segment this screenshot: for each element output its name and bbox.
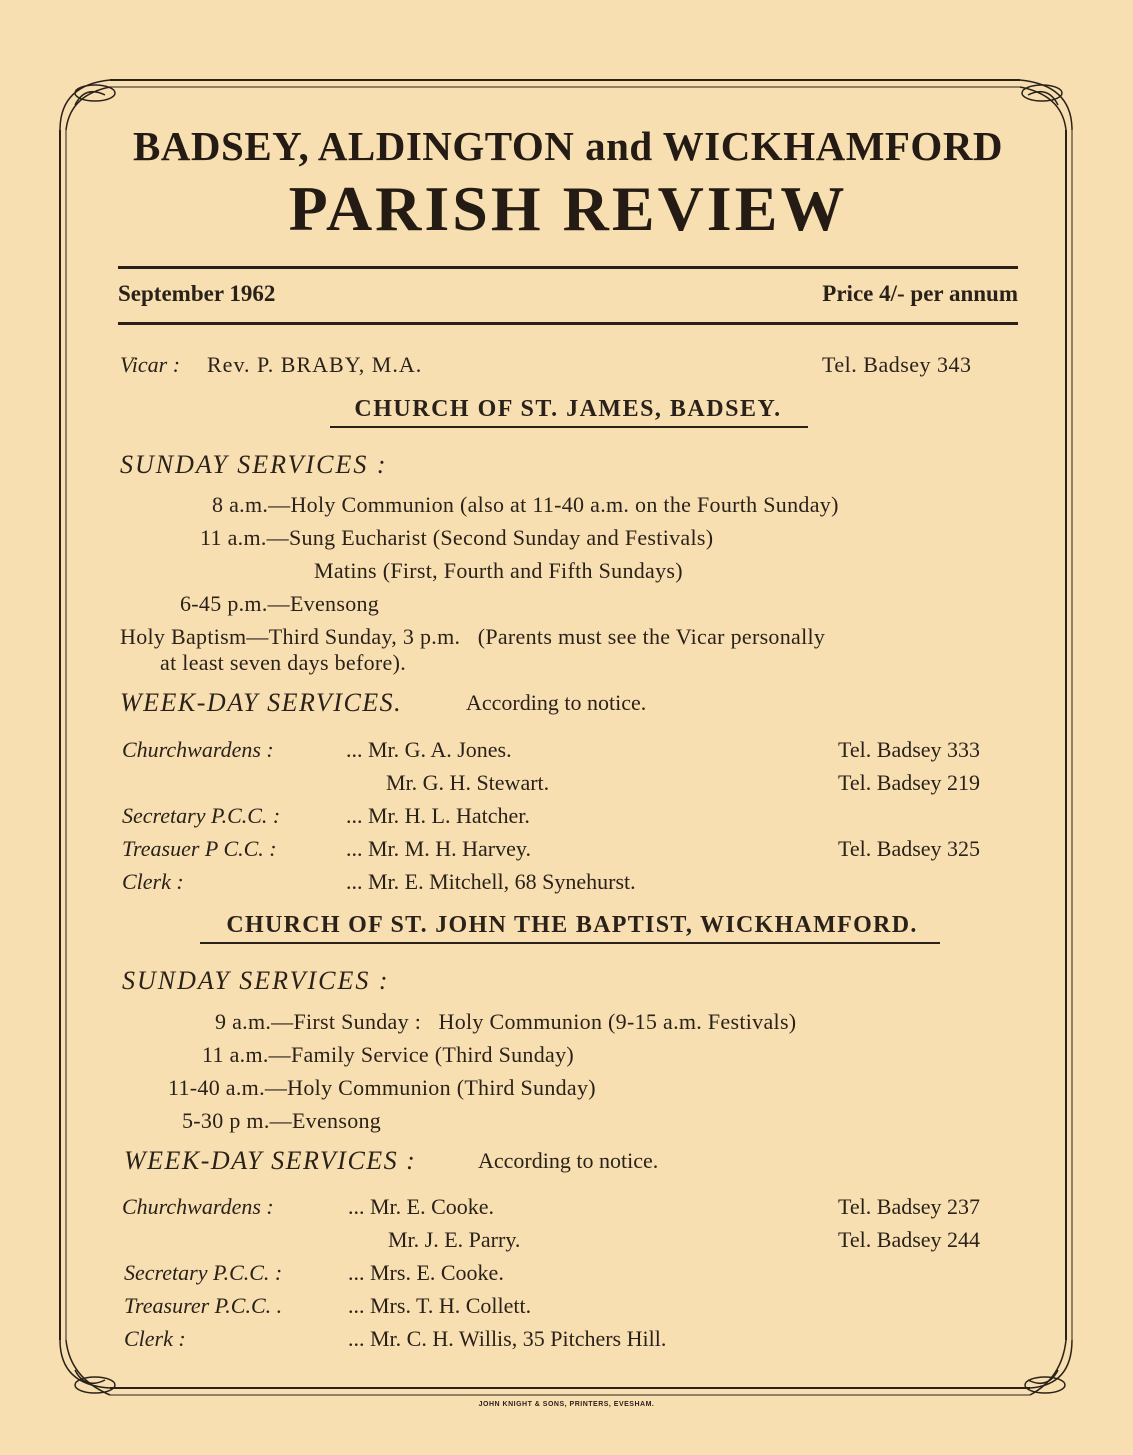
officer-name: ... Mrs. T. H. Collett. bbox=[348, 1293, 532, 1318]
officer-tel: Tel. Badsey 237 bbox=[838, 1194, 981, 1219]
issue-date: September 1962 bbox=[118, 281, 276, 306]
corner-ornament-bottom-left bbox=[60, 1340, 115, 1395]
wickhamford-weekday-heading: WEEK-DAY SERVICES : bbox=[124, 1146, 417, 1175]
officer-name: ... Mr. M. H. Harvey. bbox=[346, 836, 531, 861]
officer-tel: Tel. Badsey 333 bbox=[838, 737, 981, 762]
divider-bottom bbox=[118, 322, 1018, 325]
wickhamford-sunday-line: 11-40 a.m.—Holy Communion (Third Sunday) bbox=[168, 1075, 596, 1100]
corner-ornament-top-right bbox=[1020, 80, 1072, 130]
badsey-weekday-text: According to notice. bbox=[466, 690, 647, 715]
officer-role: Churchwardens : bbox=[122, 1194, 274, 1219]
price: Price 4/- per annum bbox=[822, 281, 1018, 306]
officer-name: ... Mr. E. Mitchell, 68 Synehurst. bbox=[346, 869, 636, 894]
officer-name: ... Mr. G. A. Jones. bbox=[346, 737, 512, 762]
wickhamford-heading-underline bbox=[200, 942, 940, 944]
officer-name: Mr. J. E. Parry. bbox=[388, 1227, 521, 1252]
wickhamford-sunday-line: 9 a.m.—First Sunday : Holy Communion (9-15 a.m. Festivals) bbox=[215, 1009, 797, 1034]
badsey-sunday-heading: SUNDAY SERVICES : bbox=[120, 450, 388, 479]
badsey-sunday-line: 11 a.m.—Sung Eucharist (Second Sunday and Festivals) bbox=[200, 525, 714, 550]
officer-name: ... Mrs. E. Cooke. bbox=[348, 1260, 504, 1285]
officer-name: ... Mr. E. Cooke. bbox=[348, 1194, 495, 1219]
officer-tel: Tel. Badsey 244 bbox=[838, 1227, 981, 1252]
wickhamford-weekday-text: According to notice. bbox=[478, 1148, 659, 1173]
wickhamford-sunday-line: 5-30 p m.—Evensong bbox=[182, 1108, 382, 1133]
officer-name: Mr. G. H. Stewart. bbox=[386, 770, 550, 795]
vicar-name: Rev. P. BRABY, M.A. bbox=[207, 352, 423, 377]
wickhamford-sunday-heading: SUNDAY SERVICES : bbox=[122, 966, 390, 995]
officer-name: ... Mr. H. L. Hatcher. bbox=[346, 803, 530, 828]
officer-role: Treasurer P.C.C. . bbox=[124, 1293, 283, 1318]
wickhamford-sunday-line: 11 a.m.—Family Service (Third Sunday) bbox=[202, 1042, 574, 1067]
corner-ornament-bottom-right bbox=[1025, 1340, 1072, 1395]
badsey-heading-underline bbox=[330, 426, 808, 428]
wickhamford-heading: CHURCH OF ST. JOHN THE BAPTIST, WICKHAMFORD. bbox=[226, 912, 918, 938]
badsey-sunday-line: 6-45 p.m.—Evensong bbox=[180, 591, 380, 616]
printer-imprint: JOHN KNIGHT & SONS, PRINTERS, EVESHAM. bbox=[478, 1401, 655, 1408]
officer-role: Churchwardens : bbox=[122, 737, 274, 762]
officer-role: Secretary P.C.C. : bbox=[124, 1260, 283, 1285]
badsey-baptism-line: Holy Baptism—Third Sunday, 3 p.m. (Parents must see the Vicar personally bbox=[120, 624, 826, 649]
badsey-baptism-line: at least seven days before). bbox=[160, 650, 407, 675]
officer-role: Secretary P.C.C. : bbox=[122, 803, 281, 828]
officer-name: ... Mr. C. H. Willis, 35 Pitchers Hill. bbox=[348, 1326, 667, 1351]
badsey-sunday-line: 8 a.m.—Holy Communion (also at 11-40 a.m. on the Fourth Sunday) bbox=[212, 492, 839, 517]
officer-role: Clerk : bbox=[122, 869, 184, 894]
officer-tel: Tel. Badsey 325 bbox=[838, 836, 981, 861]
badsey-sunday-line: Matins (First, Fourth and Fifth Sundays) bbox=[314, 558, 683, 583]
officer-tel: Tel. Badsey 219 bbox=[838, 770, 981, 795]
corner-ornament-top-left bbox=[60, 80, 115, 130]
divider-top bbox=[118, 266, 1018, 269]
officer-role: Treasuer P C.C. : bbox=[122, 836, 277, 861]
officer-role: Clerk : bbox=[124, 1326, 186, 1351]
vicar-tel: Tel. Badsey 343 bbox=[822, 352, 972, 377]
vicar-label: Vicar : bbox=[120, 352, 181, 377]
badsey-heading: CHURCH OF ST. JAMES, BADSEY. bbox=[354, 396, 782, 422]
badsey-weekday-heading: WEEK-DAY SERVICES. bbox=[120, 688, 403, 717]
page-title: PARISH REVIEW bbox=[288, 173, 848, 244]
parishes-heading: BADSEY, ALDINGTON and WICKHAMFORD bbox=[132, 123, 1004, 169]
